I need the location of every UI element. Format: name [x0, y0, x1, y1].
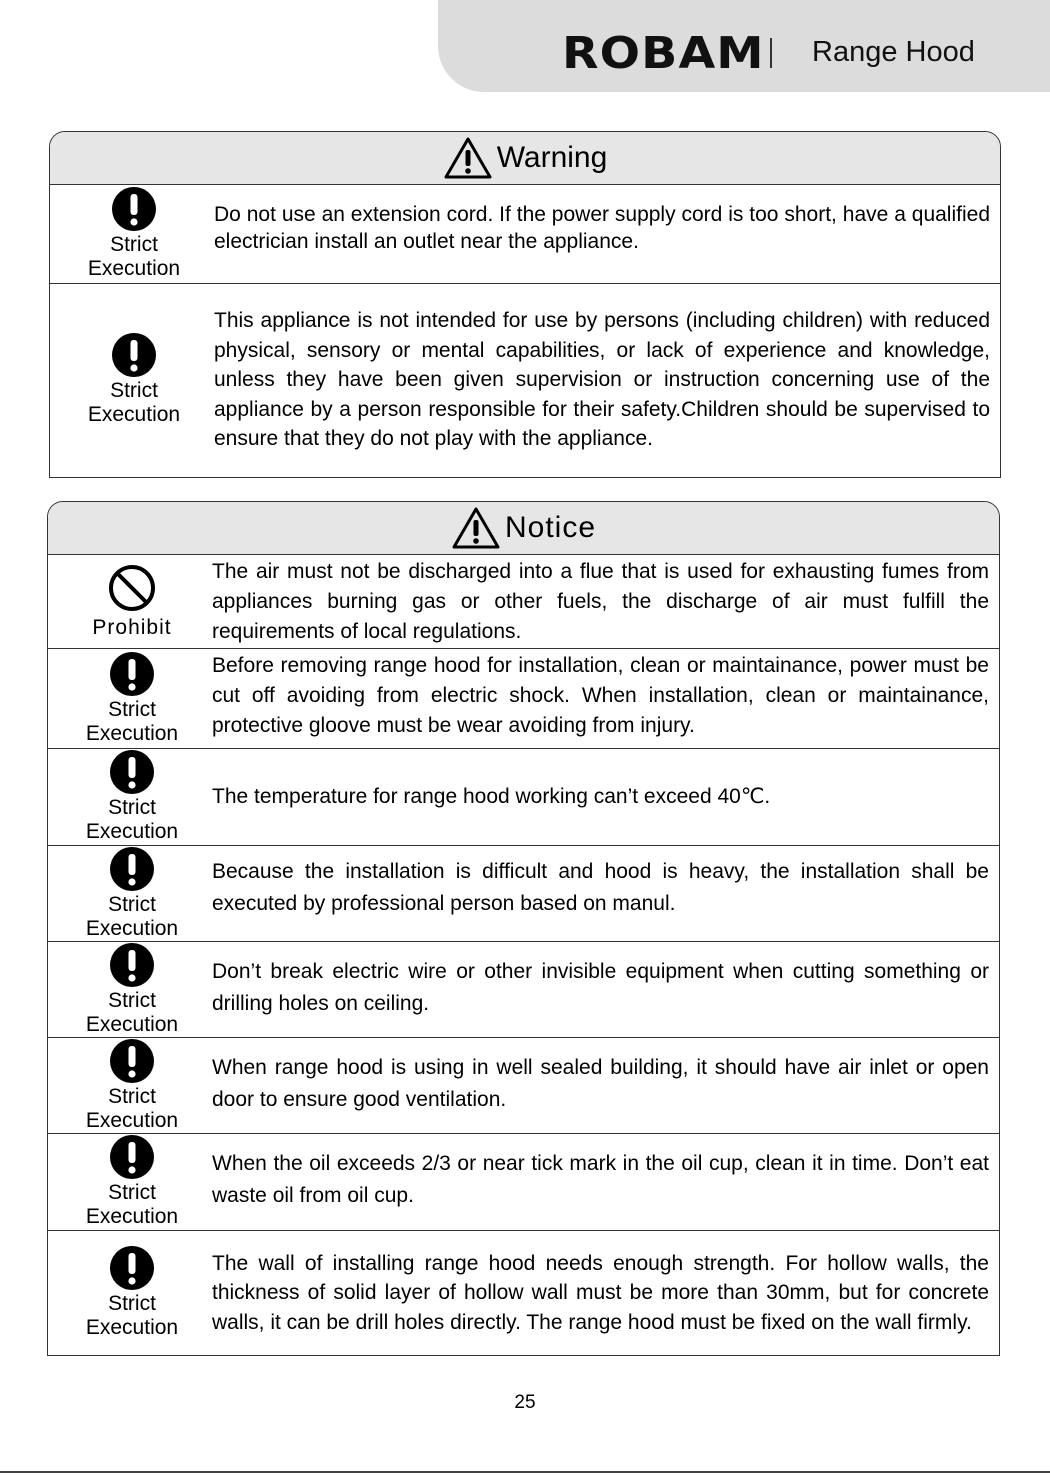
page-number: 25	[514, 1392, 536, 1413]
notice-row	[48, 1038, 999, 1134]
row-text: Do not use an extension cord. If the power supply cord is too short, have a qualified electrician install an outlet near the appliance.	[214, 203, 990, 253]
row-label: Strict Execution	[85, 988, 179, 1036]
exclamation-icon	[110, 1135, 154, 1179]
row-text: The wall of installing range hood needs enough strength. For hollow walls, the thickness of solid layer of hollow wall must be more than 30mm, but for concrete walls, it can be drill holes directly. The range hood must be fixed on the wall firmly.	[212, 1251, 989, 1334]
notice-row	[48, 555, 999, 649]
exclamation-icon	[110, 1039, 154, 1083]
prohibit-icon	[108, 564, 156, 612]
notice-row	[48, 749, 999, 846]
brand-logo: ROBAM	[562, 28, 765, 79]
row-label: Strict Execution	[87, 233, 181, 280]
row-icon-cell	[48, 649, 212, 748]
warning-title: Warning	[496, 141, 608, 174]
row-text: When range hood is using in well sealed building, it should have air inlet or open door to ensure good ventilation.	[212, 1056, 989, 1111]
exclamation-icon	[110, 750, 154, 794]
row-label: Prohibit	[92, 615, 172, 639]
row-text: Don’t break electric wire or other invisible equipment when cutting something or drilling holes on ceiling.	[212, 960, 989, 1015]
row-label: Strict Execution	[85, 1292, 179, 1339]
notice-row	[48, 649, 999, 749]
warning-triangle-icon	[451, 506, 501, 550]
exclamation-icon	[110, 1246, 154, 1290]
row-label: Strict Execution	[85, 892, 179, 940]
row-text: Because the installation is difficult and hood is heavy, the installation shall be executed by professional person based on manul.	[212, 860, 989, 915]
row-icon-cell	[48, 1134, 212, 1230]
warning-row	[50, 284, 1000, 476]
row-text: The air must not be discharged into a flue that is used for exhausting fumes from appliances burning gas or other fuels, the discharge of air must fulfill the requirements of local regulations.	[212, 559, 989, 643]
row-icon-cell	[48, 1038, 212, 1133]
row-icon-cell	[48, 555, 212, 648]
row-label: Strict Execution	[85, 697, 179, 745]
row-icon-cell	[48, 846, 212, 941]
notice-row	[48, 1231, 999, 1355]
row-label: Strict Execution	[85, 1084, 179, 1132]
row-label: Strict Execution	[87, 379, 181, 426]
notice-header	[48, 502, 999, 555]
bottom-divider	[0, 1471, 1050, 1473]
warning-panel	[49, 131, 1001, 478]
exclamation-icon	[112, 187, 156, 231]
notice-row	[48, 1134, 999, 1231]
exclamation-icon	[110, 943, 154, 987]
exclamation-icon	[110, 847, 154, 891]
notice-title: Notice	[504, 511, 597, 544]
row-icon-cell	[48, 942, 212, 1037]
warning-row	[50, 185, 1000, 284]
exclamation-icon	[110, 652, 154, 696]
product-name: Range Hood	[812, 36, 975, 68]
warning-triangle-icon	[443, 136, 493, 180]
exclamation-icon	[112, 333, 156, 377]
row-icon-cell	[50, 185, 214, 283]
row-text: Before removing range hood for installation, clean or maintainance, power must be cut off avoiding from electric shock. When installation, clean or maintainance, protective gloove must be wear avoiding from injury.	[212, 654, 989, 737]
row-text: The temperature for range hood working can’t exceed 40℃.	[212, 785, 771, 808]
row-label: Strict Execution	[85, 796, 179, 843]
row-icon-cell	[50, 284, 214, 476]
row-text: When the oil exceeds 2/3 or near tick mark in the oil cup, clean it in time. Don’t eat waste oil from oil cup.	[212, 1152, 989, 1207]
notice-row	[48, 846, 999, 942]
row-label: Strict Execution	[85, 1181, 179, 1228]
notice-row	[48, 942, 999, 1038]
header-divider	[770, 38, 772, 68]
row-icon-cell	[48, 749, 212, 845]
warning-header	[50, 132, 1000, 185]
notice-panel	[47, 501, 1000, 1356]
row-text: This appliance is not intended for use by persons (including children) with reduced physical, sensory or mental capabilities, or lack of experience and knowledge, unless they have been given supervision or instruction concerning use of the appliance by a person responsible for their safety.Children should be supervised to ensure that they do not play with the appliance.	[214, 309, 990, 451]
row-icon-cell	[48, 1231, 212, 1355]
